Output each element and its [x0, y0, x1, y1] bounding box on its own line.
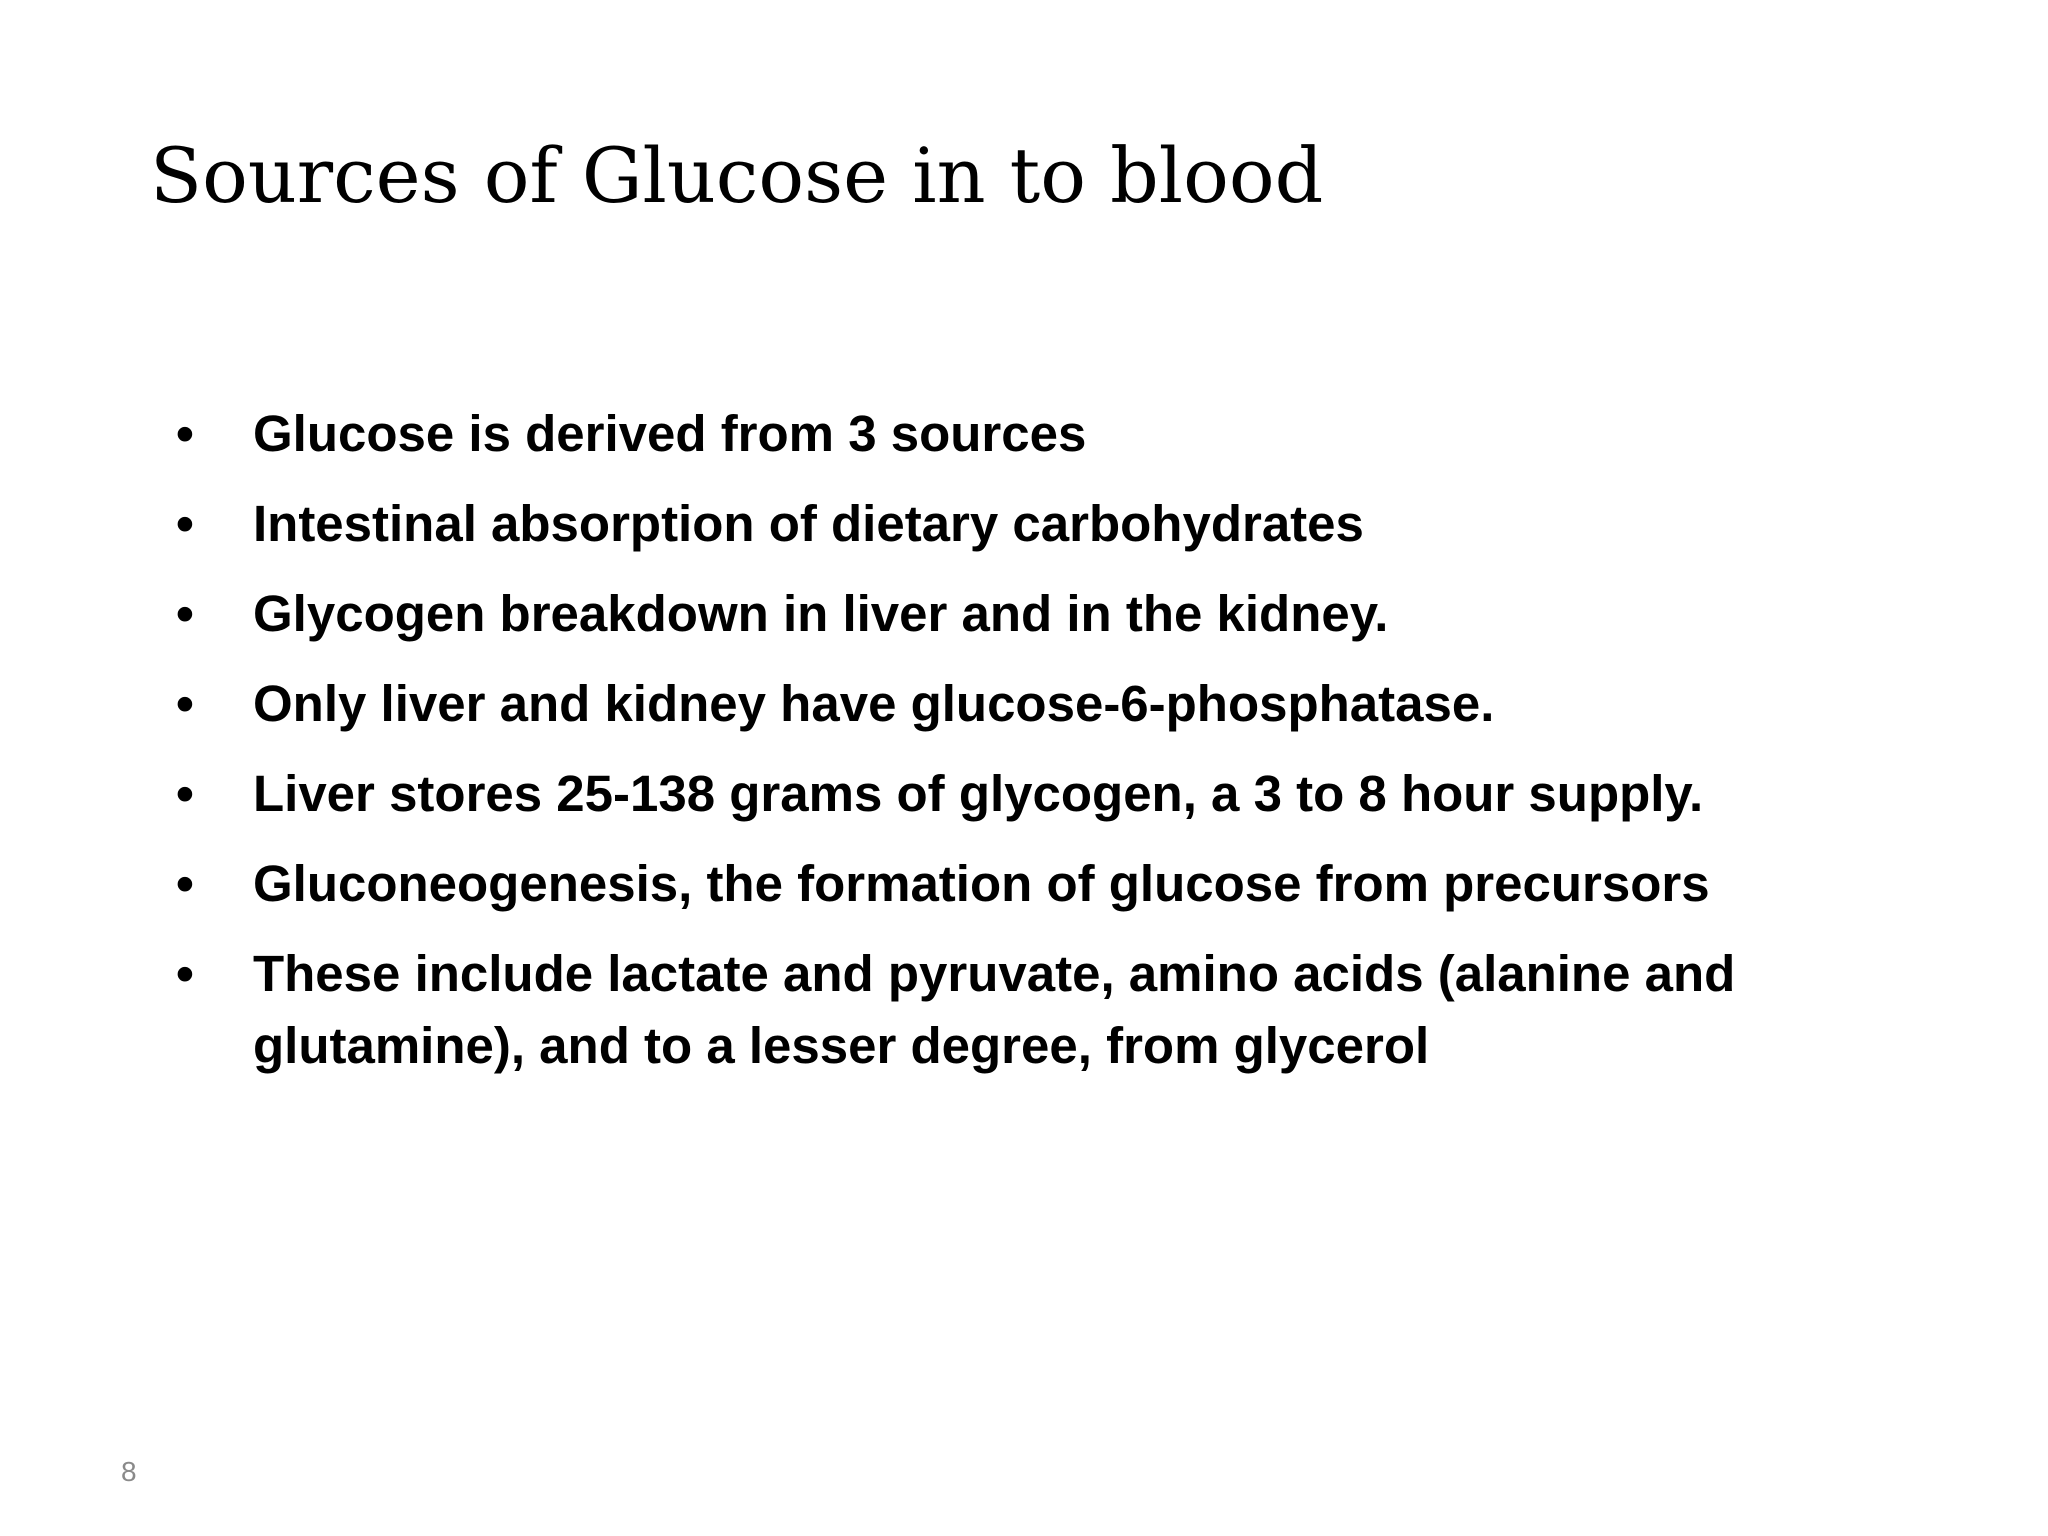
- bullet-text: Glucose is derived from 3 sources: [253, 405, 1087, 462]
- bullet-item: [0, 668, 1873, 740]
- bullet-icon: •: [176, 765, 194, 822]
- bullet-icon: •: [176, 945, 194, 1002]
- bullet-text: Intestinal absorption of dietary carbohydrates: [253, 495, 1364, 552]
- bullet-item: [0, 488, 1873, 560]
- bullet-icon: •: [176, 585, 194, 642]
- slide-title: Sources of Glucose in to blood: [150, 131, 1324, 220]
- bullet-item: [0, 848, 1873, 920]
- page-number: 8: [121, 1456, 137, 1487]
- bullet-text: Liver stores 25-138 grams of glycogen, a 3 to 8 hour supply.: [253, 765, 1704, 822]
- bullet-text: These include lactate and pyruvate, amino acids (alanine and glutamine), and to a lesser degree, from glycerol: [253, 945, 1736, 1074]
- bullet-icon: •: [176, 495, 194, 552]
- bullet-list: [0, 398, 2048, 1082]
- bullet-icon: •: [176, 675, 194, 732]
- bullet-item: [0, 578, 1873, 650]
- bullet-item: [0, 398, 1873, 470]
- bullet-icon: •: [176, 405, 194, 462]
- bullet-text: Gluconeogenesis, the formation of glucose from precursors: [253, 855, 1710, 912]
- bullet-text: Glycogen breakdown in liver and in the kidney.: [253, 585, 1389, 642]
- bullet-icon: •: [176, 855, 194, 912]
- bullet-item: [0, 938, 1873, 1082]
- bullet-text: Only liver and kidney have glucose-6-phosphatase.: [253, 675, 1495, 732]
- bullet-item: [0, 758, 1873, 830]
